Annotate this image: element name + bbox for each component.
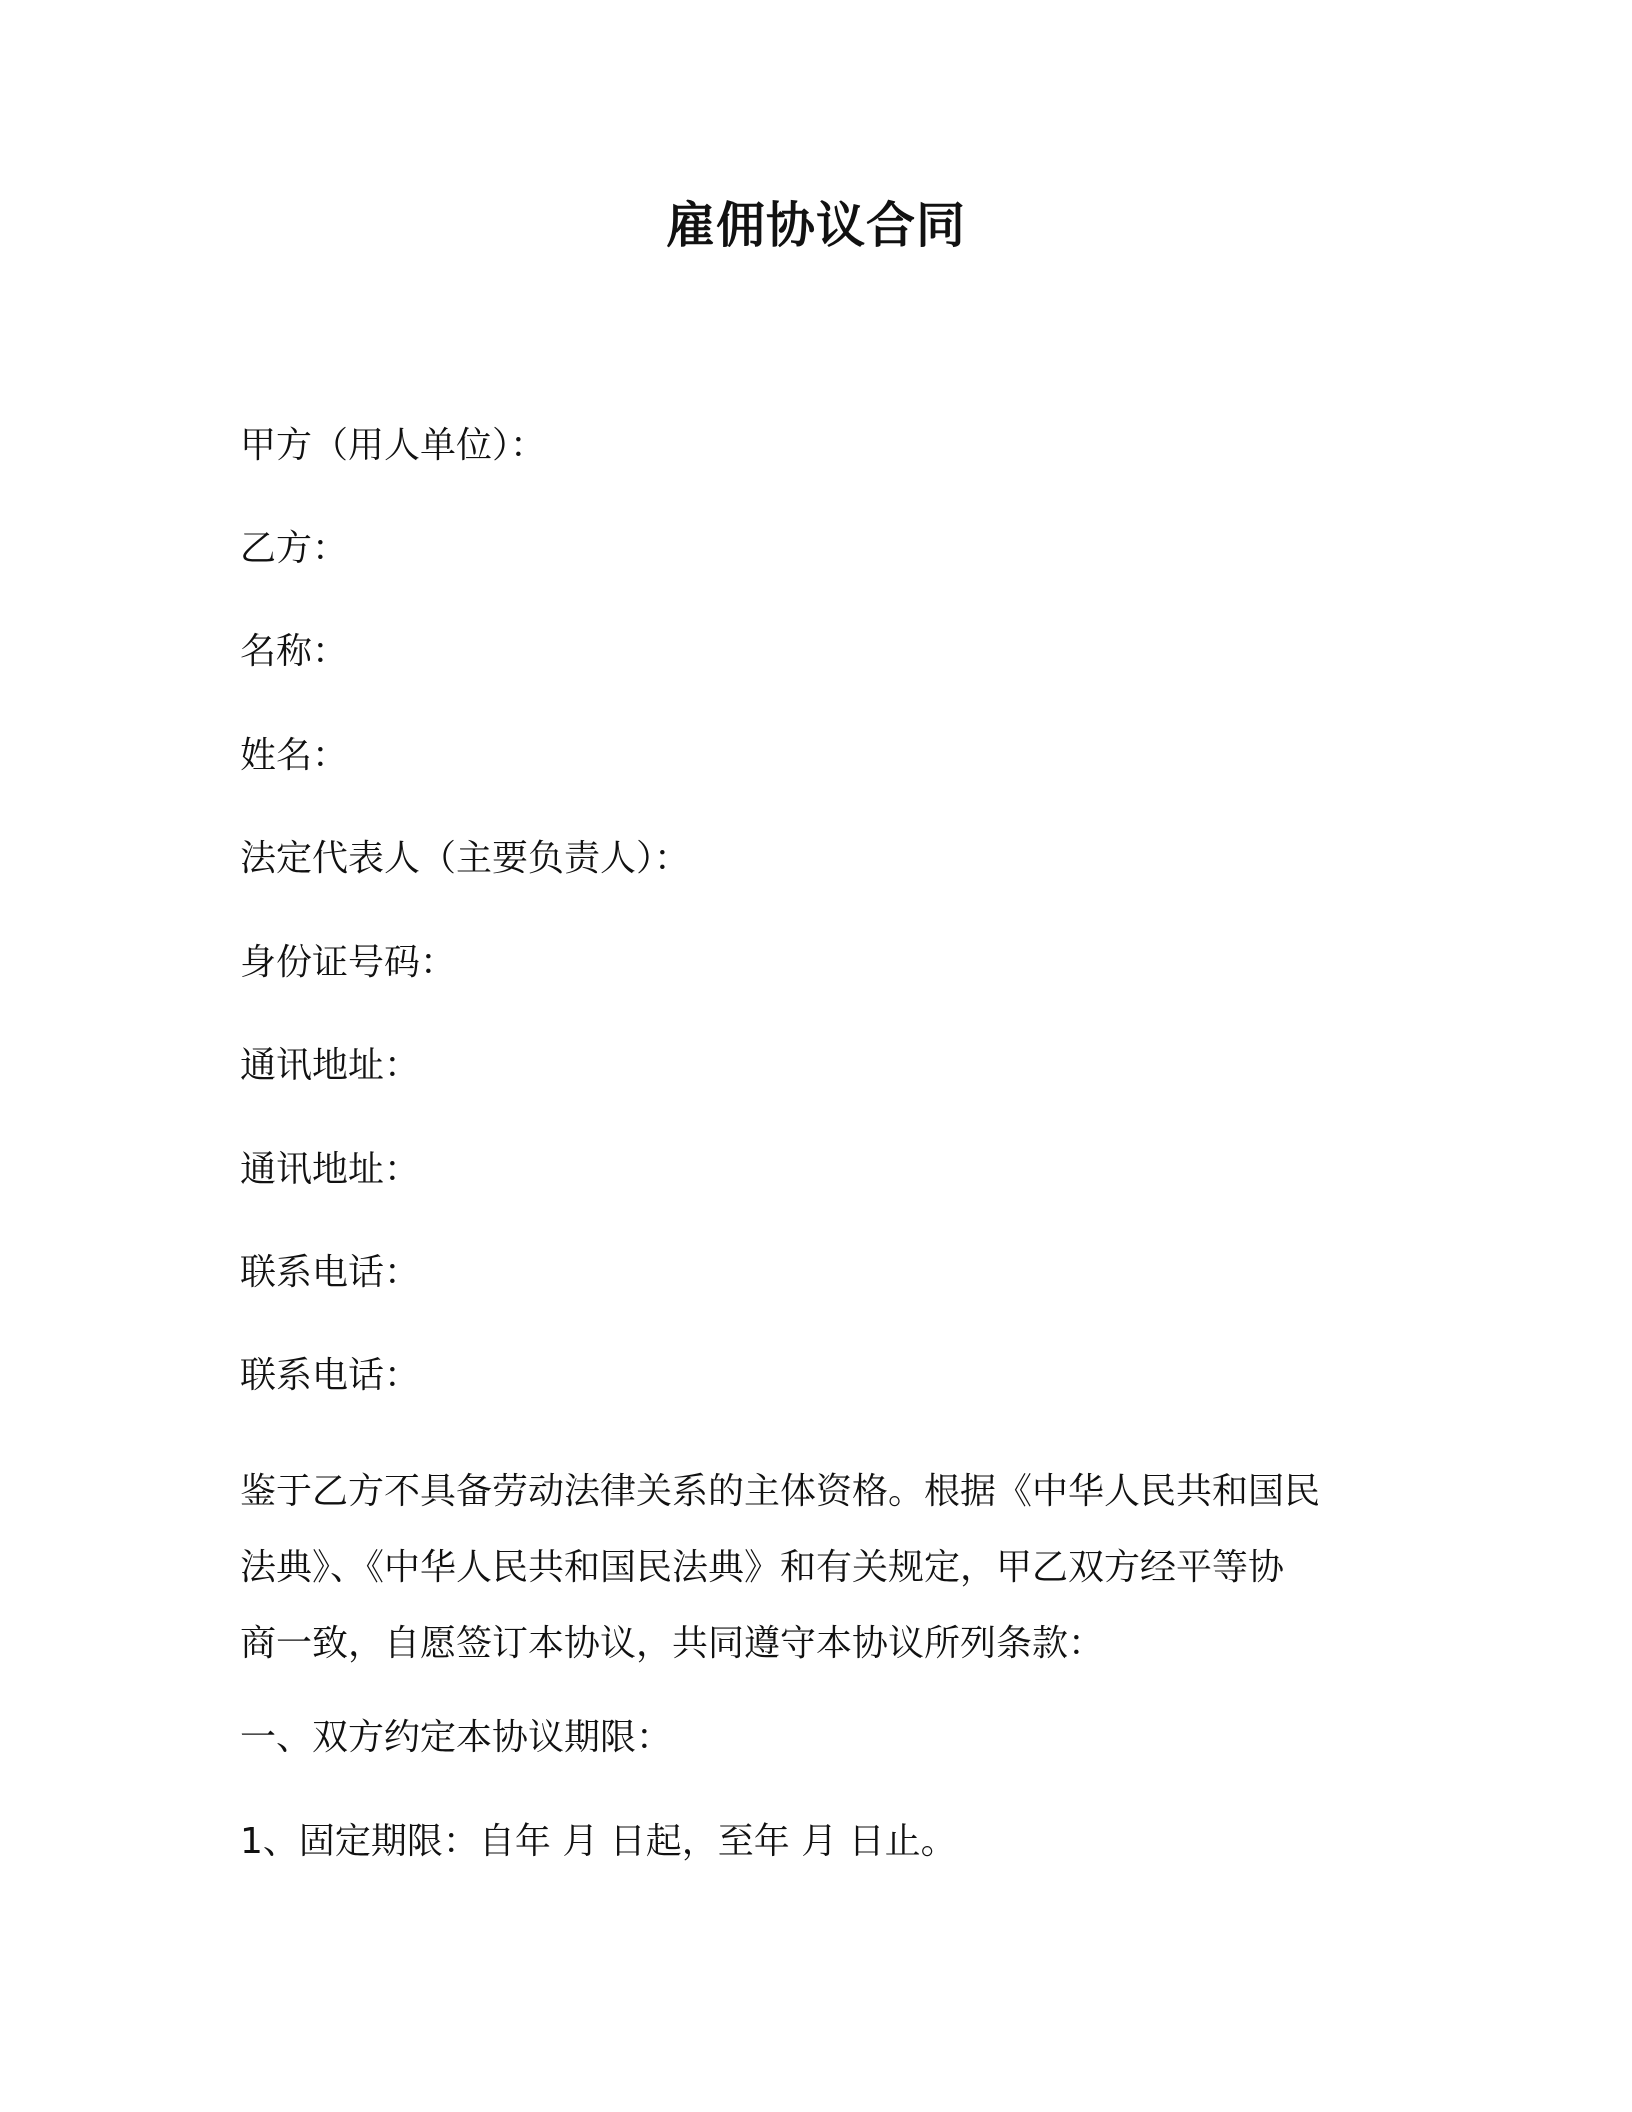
clause-1-text: 1、固定期限：自年 月 日起，至年 月 日止。 — [240, 1821, 957, 1862]
party-b-field: 乙方： — [240, 528, 349, 569]
document-title: 雇佣协议合同 — [665, 197, 966, 254]
name-field: 名称： — [240, 631, 349, 672]
party-a-field: 甲方（用人单位）： — [240, 425, 547, 466]
legal-representative-field: 法定代表人（主要负责人）： — [240, 838, 691, 879]
phone-field-b: 联系电话： — [240, 1355, 421, 1396]
preamble-line: 鉴于乙方不具备劳动法律关系的主体资格。根据《中华人民共和国民 — [240, 1471, 1321, 1512]
preamble-line: 商一致，自愿签订本协议，共同遵守本协议所列条款： — [240, 1623, 1105, 1664]
address-field-b: 通讯地址： — [240, 1149, 421, 1190]
section-1-heading: 一、双方约定本协议期限： — [240, 1717, 673, 1758]
preamble-paragraph — [240, 1454, 1360, 1682]
person-name-field: 姓名： — [240, 735, 349, 776]
preamble-line: 法典》、《中华人民共和国民法典》和有关规定，甲乙双方经平等协 — [240, 1547, 1285, 1588]
id-number-field: 身份证号码： — [240, 942, 457, 983]
phone-field-a: 联系电话： — [240, 1252, 421, 1293]
address-field-a: 通讯地址： — [240, 1045, 421, 1086]
